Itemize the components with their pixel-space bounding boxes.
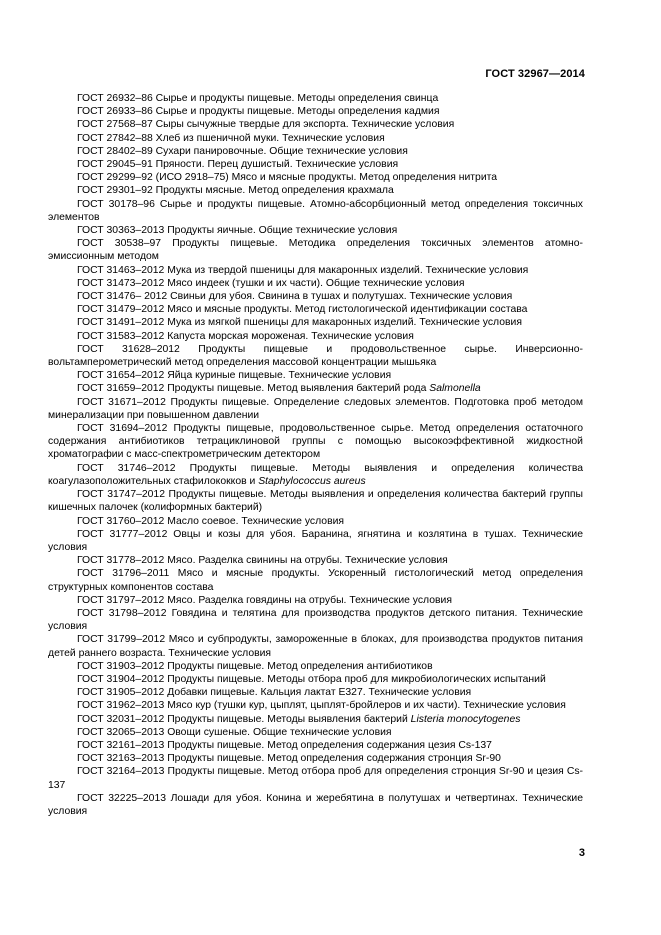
reference-entry-text: ГОСТ 32225–2013 Лошади для убоя. Конина и жеребятина в полутушах и четвертинах. Технические условия [48,792,583,817]
reference-entry [48,369,583,382]
reference-entry-text: ГОСТ 30363–2013 Продукты яичные. Общие технические условия [77,225,398,237]
reference-entry-text: ГОСТ 31905–2012 Добавки пищевые. Кальция лактат Е327. Технические условия [77,687,472,699]
references-list [48,92,583,818]
reference-entry-text: ГОСТ 31671–2012 Продукты пищевые. Определение следовых элементов. Подготовка проб методом минерализации при повышенном давлении [48,396,583,421]
reference-entry [48,726,583,739]
reference-entry-text: ГОСТ 32163–2013 Продукты пищевые. Метод определения содержания стронция Sr-90 [77,753,501,765]
reference-entry-italic-text: Staphylococcus aureus [258,475,366,487]
reference-entry [48,699,583,712]
reference-entry-italic-text: Listeria monocytogenes [410,713,521,725]
reference-entry [48,594,583,607]
reference-entry-text: ГОСТ 32065–2013 Овощи сушеные. Общие технические условия [77,726,392,738]
reference-entry [48,158,583,171]
reference-entry-text: ГОСТ 31904–2012 Продукты пищевые. Методы отбора проб для микробиологических испытаний [77,673,546,685]
reference-entry [48,713,583,726]
reference-entry-text: ГОСТ 31479–2012 Мясо и мясные продукты. Метод гистологической идентификации состава [77,304,528,316]
reference-entry [48,554,583,567]
reference-entry-text: ГОСТ 31798–2012 Говядина и телятина для производства продуктов детского питания. Технические условия [48,607,583,633]
reference-entry-text: ГОСТ 31491–2012 Мука из мягкой пшеницы для макаронных изделий. Технические условия [77,317,522,329]
reference-entry [48,660,583,673]
reference-entry-text: ГОСТ 29301–92 Продукты мясные. Метод определения крахмала [77,185,394,197]
document-code: ГОСТ 32967—2014 [485,68,585,80]
reference-entry [48,171,583,184]
reference-entry-text: ГОСТ 31628–2012 Продукты пищевые и продовольственное сырье. Инверсионно-вольтамперометрический метод определения массовой концентрации мышьяка [48,343,583,369]
reference-entry [48,303,583,316]
reference-entry-text: ГОСТ 31760–2012 Масло соевое. Технические условия [77,515,345,527]
reference-entry-text: ГОСТ 26933–86 Сырье и продукты пищевые. Методы определения кадмия [77,106,440,118]
reference-entry [48,237,583,263]
reference-entry [48,330,583,343]
reference-entry [48,633,583,659]
reference-entry [48,316,583,329]
reference-entry-text: ГОСТ 28402–89 Сухари панировочные. Общие технические условия [77,145,408,157]
reference-entry [48,686,583,699]
reference-entry [48,396,583,422]
reference-entry [48,132,583,145]
reference-entry [48,673,583,686]
reference-entry-text: ГОСТ 31777–2012 Овцы и козы для убоя. Баранина, ягнятина и козлятина в тушах. Технические условия [48,528,583,553]
reference-entry-text: ГОСТ 31799–2012 Мясо и субпродукты, замороженные в блоках, для производства продуктов питания детей раннего возраста. Технические условия [48,634,583,659]
reference-entry [48,765,583,791]
reference-entry [48,224,583,237]
reference-entry [48,145,583,158]
reference-entry-italic-text: Salmonella [429,383,481,395]
reference-entry-text: ГОСТ 31463–2012 Мука из твердой пшеницы для макаронных изделий. Технические условия [77,264,529,276]
reference-entry [48,488,583,514]
reference-entry [48,184,583,197]
reference-entry [48,752,583,765]
reference-entry-text: ГОСТ 31962–2013 Мясо кур (тушки кур, цыплят, цыплят-бройлеров и их части). Технические условия [77,700,566,712]
reference-entry-text: ГОСТ 31476– 2012 Свиньи для убоя. Свинина в тушах и полутушах. Технические условия [77,291,513,303]
reference-entry [48,264,583,277]
reference-entry-text: ГОСТ 31654–2012 Яйца куриные пищевые. Технические условия [77,370,392,382]
reference-entry [48,92,583,105]
reference-entry-text: ГОСТ 27568–87 Сыры сычужные твердые для экспорта. Технические условия [77,119,455,131]
reference-entry [48,118,583,131]
reference-entry [48,462,583,488]
reference-entry-text: ГОСТ 31694–2012 Продукты пищевые, продовольственное сырье. Метод определения остаточного содержания антибиотиков тетрациклиновой группы с помощью высокоэффективной жидкостной хроматографии с масс-спектрометрическим детектором [48,423,583,461]
reference-entry [48,515,583,528]
reference-entry-text: ГОСТ 26932–86 Сырье и продукты пищевые. Методы определения свинца [77,93,439,104]
reference-entry-text: ГОСТ 31778–2012 Мясо. Разделка свинины на отрубы. Технические условия [77,555,448,567]
reference-entry-text: ГОСТ 32031–2012 Продукты пищевые. Методы выявления бактерий [77,713,411,725]
reference-entry [48,607,583,633]
reference-entry [48,277,583,290]
reference-entry [48,422,583,462]
reference-entry [48,528,583,554]
reference-entry [48,382,583,395]
reference-entry [48,739,583,752]
reference-entry-text: ГОСТ 27842–88 Хлеб из пшеничной муки. Технические условия [77,132,385,144]
reference-entry-text: ГОСТ 31746–2012 Продукты пищевые. Методы выявления и определения количества коагулазоположительных стафилококков и [48,462,583,487]
reference-entry-text: ГОСТ 32164–2013 Продукты пищевые. Метод отбора проб для определения стронция Sr-90 и цезия Cs-137 [48,766,583,791]
reference-entry-text: ГОСТ 31796–2011 Мясо и мясные продукты. Ускоренный гистологический метод определения структурных компонентов состава [48,568,583,593]
reference-entry-text: ГОСТ 29299–92 (ИСО 2918–75) Мясо и мясные продукты. Метод определения нитрита [77,172,498,184]
reference-entry-text: ГОСТ 29045–91 Пряности. Перец душистый. Технические условия [77,159,399,171]
reference-entry-text: ГОСТ 31473–2012 Мясо индеек (тушки и их части). Общие технические условия [77,277,465,289]
reference-entry-text: ГОСТ 31583–2012 Капуста морская мороженая. Технические условия [77,330,414,342]
reference-entry [48,105,583,118]
reference-entry [48,198,583,224]
reference-entry [48,567,583,593]
reference-entry-text: ГОСТ 32161–2013 Продукты пищевые. Метод определения содержания цезия Cs-137 [77,739,492,751]
reference-entry [48,792,583,818]
reference-entry-text: ГОСТ 30178–96 Сырье и продукты пищевые. Атомно-абсорбционный метод определения токсичных элементов [48,198,583,223]
reference-entry-text: ГОСТ 31797–2012 Мясо. Разделка говядины на отрубы. Технические условия [77,594,452,606]
reference-entry [48,290,583,303]
reference-entry-text: ГОСТ 31747–2012 Продукты пищевые. Методы выявления и определения количества бактерий группы кишечных палочек (колиформных бактерий) [48,489,583,514]
reference-entry-text: ГОСТ 31903–2012 Продукты пищевые. Метод определения антибиотиков [77,660,433,672]
page-number: 3 [578,847,585,859]
reference-entry-text: ГОСТ 30538–97 Продукты пищевые. Методика определения токсичных элементов атомно-эмиссионным методом [48,238,583,263]
reference-entry [48,343,583,369]
reference-entry-text: ГОСТ 31659–2012 Продукты пищевые. Метод выявления бактерий рода [77,383,430,395]
